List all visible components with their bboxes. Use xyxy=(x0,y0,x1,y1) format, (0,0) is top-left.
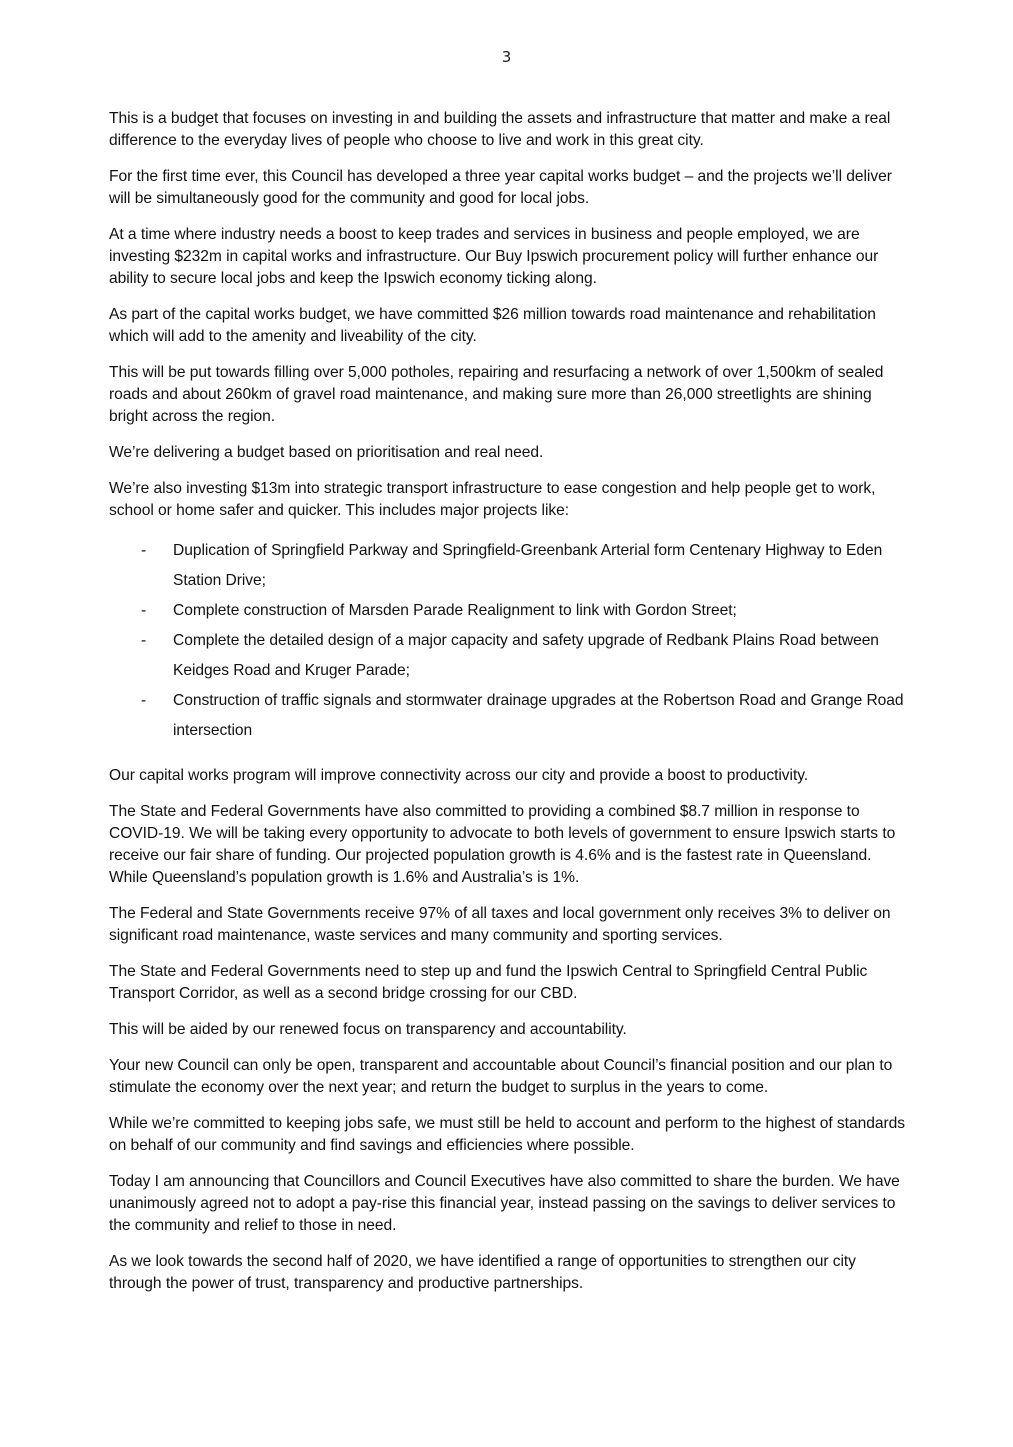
paragraph: We’re also investing $13m into strategic transport infrastructure to ease congestion and help people get to work, school or home safer and quicker. This includes major projects like: xyxy=(109,480,876,519)
paragraph: Our capital works program will improve connectivity across our city and provide a boost to productivity. xyxy=(109,767,809,784)
paragraph: The State and Federal Governments need to step up and fund the Ipswich Central to Springfield Central Public Transport Corridor, as well as a second bridge crossing for our CBD. xyxy=(109,963,868,1002)
list-item-text: Complete the detailed design of a major capacity and safety upgrade of Redbank Plains Road between Keidges Road and Kruger Parade; xyxy=(173,632,879,679)
paragraph: The Federal and State Governments receive 97% of all taxes and local government only receives 3% to deliver on significant road maintenance, waste services and many community and sporting services. xyxy=(109,905,891,944)
list-item-text: Duplication of Springfield Parkway and Springfield-Greenbank Arterial form Centenary Highway to Eden Station Drive; xyxy=(173,542,883,589)
bullet-dash: - xyxy=(141,632,147,649)
paragraph: This is a budget that focuses on investing in and building the assets and infrastructure that matter and make a real difference to the everyday lives of people who choose to live and work in this great city. xyxy=(109,110,891,149)
project-list xyxy=(109,536,909,746)
bullet-dash: - xyxy=(141,542,147,559)
bullet-dash: - xyxy=(141,602,147,619)
list-item xyxy=(109,536,909,596)
paragraph: This will be aided by our renewed focus on transparency and accountability. xyxy=(109,1021,627,1038)
list-item xyxy=(109,596,909,626)
paragraph: As we look towards the second half of 2020, we have identified a range of opportunities to strengthen our city through the power of trust, transparency and productive partnerships. xyxy=(109,1253,856,1292)
page-number: 3 xyxy=(501,48,512,66)
paragraph: At a time where industry needs a boost to keep trades and services in business and people employed, we are investing $232m in capital works and infrastructure. Our Buy Ipswich procurement policy will further enhance our ability to secure local jobs and keep the Ipswich economy ticking along. xyxy=(109,226,879,287)
paragraph: As part of the capital works budget, we have committed $26 million towards road maintenance and rehabilitation which will add to the amenity and liveability of the city. xyxy=(109,306,876,345)
list-item-text: Construction of traffic signals and stormwater drainage upgrades at the Robertson Road and Grange Road intersection xyxy=(173,692,904,739)
paragraph: While we’re committed to keeping jobs safe, we must still be held to account and perform to the highest of standards on behalf of our community and find savings and efficiencies where possible. xyxy=(109,1115,905,1154)
bullet-dash: - xyxy=(141,692,147,709)
list-item xyxy=(109,686,909,746)
paragraph: Today I am announcing that Councillors and Council Executives have also committed to share the burden. We have unanimously agreed not to adopt a pay-rise this financial year, instead passing on the savings to deliver services to the community and relief to those in need. xyxy=(109,1173,900,1234)
list-item-text: Complete construction of Marsden Parade Realignment to link with Gordon Street; xyxy=(173,602,737,619)
page-body xyxy=(109,108,909,1309)
paragraph: The State and Federal Governments have also committed to providing a combined $8.7 million in response to COVID-19. We will be taking every opportunity to advocate to both levels of government to ensure Ipswich starts to receive our fair share of funding. Our projected population growth is 4.6% and is the fastest rate in Queensland. While Queensland’s population growth is 1.6% and Australia’s is 1%. xyxy=(109,803,896,886)
list-item xyxy=(109,626,909,686)
paragraph: This will be put towards filling over 5,000 potholes, repairing and resurfacing a network of over 1,500km of sealed roads and about 260km of gravel road maintenance, and making sure more than 26,000 streetlights are shining bright across the region. xyxy=(109,364,884,425)
paragraph: For the first time ever, this Council has developed a three year capital works budget – and the projects we’ll deliver will be simultaneously good for the community and good for local jobs. xyxy=(109,168,892,207)
paragraph: We’re delivering a budget based on prioritisation and real need. xyxy=(109,444,544,461)
paragraph: Your new Council can only be open, transparent and accountable about Council’s financial position and our plan to stimulate the economy over the next year; and return the budget to surplus in the years to come. xyxy=(109,1057,893,1096)
